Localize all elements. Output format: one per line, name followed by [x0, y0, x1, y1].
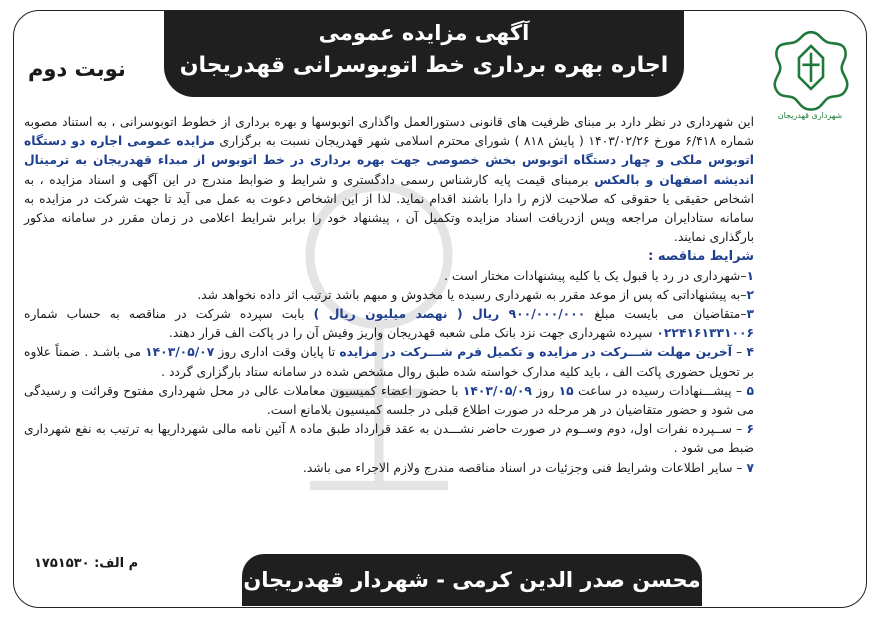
condition-number: ۴ — [746, 345, 754, 360]
condition-number: ۱ — [746, 268, 754, 283]
condition-text: –به پیشنهاداتی که پس از موعد مقرر به شهرداری رسیده یا مخدوش و مبهم باشد ترتیب اثر داده نخواهد شد. — [197, 287, 747, 302]
deposit-amount: ۹۰۰/۰۰۰/۰۰۰ ریال ( نهصد میلیون ریال ) — [313, 307, 586, 322]
condition-number: ۵ — [746, 383, 754, 398]
conditions-title: شرایط مناقصه : — [648, 249, 754, 265]
notice-frame — [13, 10, 867, 608]
intro-highlight: مزایده عمومی اجاره دو دستگاه اتوبوس ملکی و چهار دستگاه اتوبوس بخش خصوصی جهت بهره برداری در خط اتوبوس از مبداء قهدریجان به ترمینال اندیشه اصفهان و بالعکس — [24, 134, 755, 187]
footer-signature: محسن صدر الدین کرمی - شهردار قهدریجان — [242, 554, 702, 606]
header-banner — [164, 10, 684, 97]
condition-text: سپرده شهرداری جهت نزد بانک ملی شعبه قهدریجان واریز وفیش آن را در پاکت الف قرار دهند. — [168, 326, 657, 341]
condition-text: –متقاضیان می بایست مبلغ — [585, 307, 747, 322]
condition-text: – — [732, 345, 747, 360]
municipality-emblem-icon — [768, 27, 854, 113]
condition-5 — [24, 382, 754, 420]
intro-text-2: برمبنای قیمت پایه کارشناس رسمی دادگستری و شرایط و ضوابط مندرج در این آگهی و اسناد مزایده ، به اشخاص حقیقی یا حقوقی که صلاحیت لازم را دارا باشند اقدام نماید. لذا از این اشخاص دعوت به عمل می آید تا جهت شرکت در مزایده به سامانه ستادایران مراجعه وپس ازدریافت اسناد مزایده وتکمیل آن ، پیشنهاد خود را برابر شرایط اعلامی در زمان مقرر در سامانه مذکور بارگذاری نمایند. — [24, 172, 754, 245]
condition-text: روز — [531, 383, 559, 398]
condition-number: ۶ — [746, 422, 754, 437]
condition-text: با حضور اعضاء کمیسیون معاملات عالی در محل شهرداری مفتوح وقرائت و رسیدگی می شود و حضور متقاضیان در هر مرحله در صورت اطلاع قبلی در جلسه کمیسیون بلامانع است. — [24, 383, 754, 418]
condition-text: – ســپرده نفرات اول، دوم وســوم در صورت حاضر نشـــدن به عقد قرارداد طبق ماده ۸ آئین نامه مالی شهرداریها به ترتیب به نفع شهرداری ضبط می شود . — [24, 422, 754, 456]
account-number: ۰۲۲۴۱۶۱۳۳۱۰۰۶ — [656, 326, 754, 341]
notice-title: آگهی مزایده عمومی — [318, 21, 530, 45]
deadline-label: آخرین مهلت شـــرکت در مزایده و تکمیل فرم شـــرکت در مزایده — [339, 345, 732, 360]
condition-2 — [24, 286, 754, 305]
condition-4 — [24, 343, 754, 381]
condition-7 — [24, 459, 754, 478]
round-label: نوبت دوم — [28, 57, 126, 81]
condition-number: ۳ — [746, 307, 754, 322]
condition-1 — [24, 267, 754, 286]
condition-text: – پیشـــنهادات رسیده در ساعت — [573, 383, 747, 398]
opening-date: ۱۴۰۳/۰۵/۰۹ — [462, 383, 532, 398]
condition-text: بابت سپرده شرکت در مناقصه به حساب شماره — [24, 307, 314, 322]
deadline-date: ۱۴۰۳/۰۵/۰۷ — [145, 345, 215, 360]
condition-text: – سایر اطلاعات وشرایط فنی وجزئیات در اسناد مناقصه مندرج ولازم الاجراء می باشد. — [302, 460, 747, 475]
intro-paragraph — [24, 113, 754, 247]
condition-number: ۷ — [746, 460, 754, 475]
condition-text: تا پایان وقت اداری روز — [214, 345, 340, 360]
opening-hour: ۱۵ — [558, 383, 574, 398]
notice-subtitle: اجاره بهره برداری خط اتوبوسرانی قهدریجان — [179, 53, 669, 78]
condition-text: می باشـد . ضمناً علاوه بر تحویل حضوری پاکت الف ، باید کلیه مدارک خواسته شده طبق روال مشخص شده در سامانه ستاد بارگزاری گردد . — [24, 345, 754, 379]
reference-number: م الف: ۱۷۵۱۵۳۰ — [34, 556, 139, 571]
logo-text: شهرداری قهدریجان — [777, 111, 843, 120]
condition-number: ۲ — [746, 287, 754, 302]
condition-text: –شهرداری در رد یا قبول یک یا کلیه پیشنهادات مختار است . — [444, 268, 747, 283]
condition-6 — [24, 420, 754, 458]
notice-body — [24, 113, 754, 478]
condition-3 — [24, 305, 754, 343]
intro-text-1: این شهرداری در نظر دارد بر مبنای ظرفیت های قانونی دستورالعمل واگذاری اتوبوسها و بهره برداری از خطوط اتوبوسرانی ، به استناد مصوبه شماره ۶/۴۱۸ مورخ ۱۴۰۳/۰۲/۲۶ ( پایش ۸۱۸ ) شورای محترم اسلامی شهر قهدریجان نسبت به برگزاری — [24, 115, 754, 149]
